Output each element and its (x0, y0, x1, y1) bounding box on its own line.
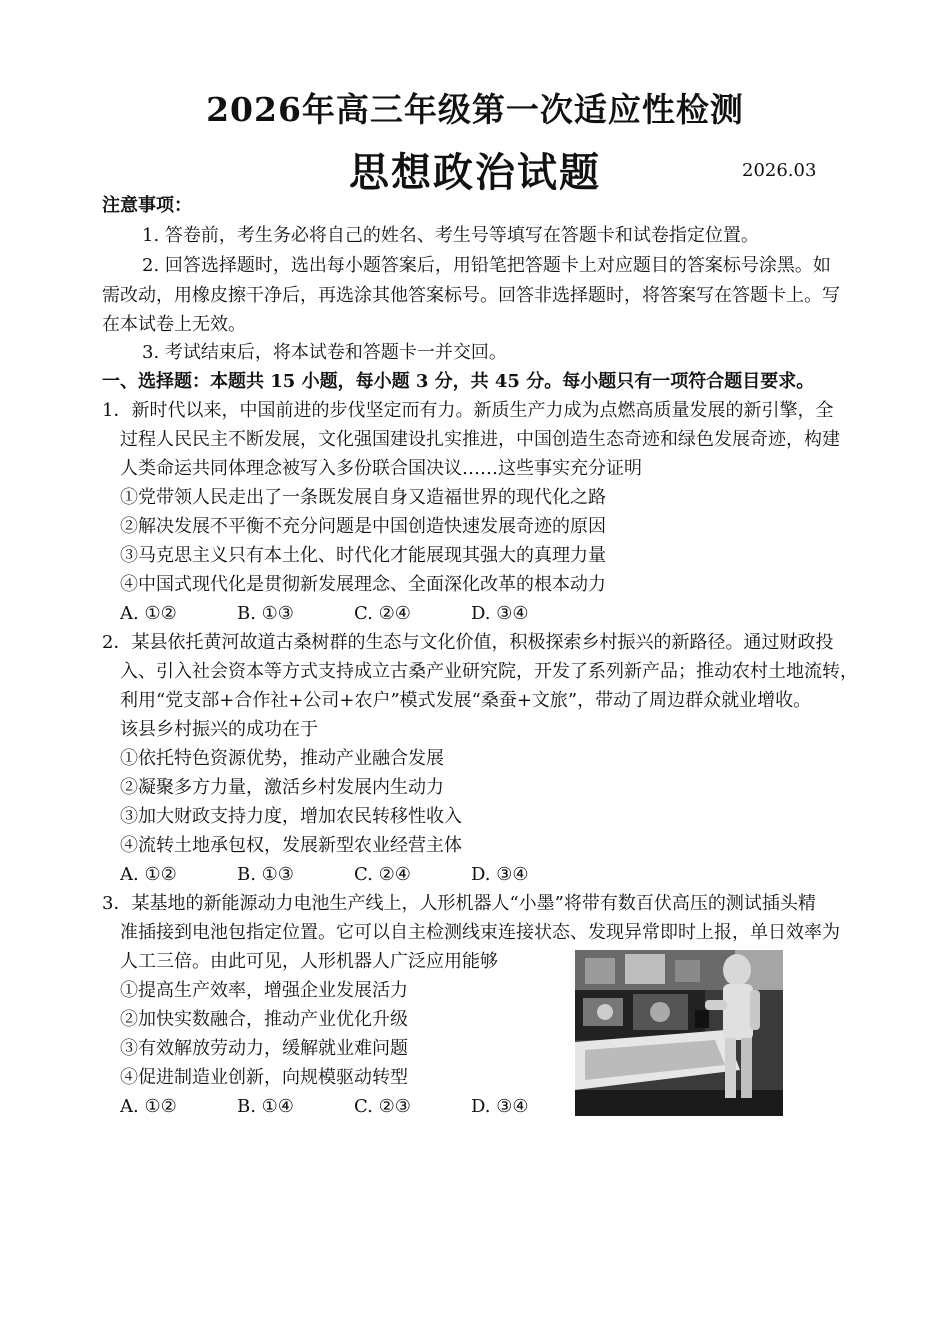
q1-options (120, 600, 880, 628)
q2-statement-2: ②凝聚多方力量，激活乡村发展内生动力 (120, 777, 444, 798)
note-1: 1. 答卷前，考生务必将自己的姓名、考生号等填写在答题卡和试卷指定位置。 (142, 225, 759, 246)
q1-statement-4: ④中国式现代化是贯彻新发展理念、全面深化改革的根本动力 (120, 574, 606, 595)
q1-option-d[interactable]: D. ③④ (471, 603, 529, 624)
q3-option-c[interactable]: C. ②③ (354, 1096, 411, 1117)
q2-statement-3: ③加大财政支持力度，增加农民转移性收入 (120, 806, 462, 827)
subject-title: 思想政治试题 (349, 149, 601, 196)
q1-stem-line-3: 人类命运共同体理念被写入多份联合国决议……这些事实充分证明 (120, 458, 642, 479)
q1-stem-line-1: 1．新时代以来，中国前进的步伐坚定而有力。新质生产力成为点燃高质量发展的新引擎，全 (102, 400, 834, 421)
note-2-line-1: 2. 回答选择题时，选出每小题答案后，用铅笔把答题卡上对应题目的答案标号涂黑。如 (142, 255, 831, 276)
exam-title: 2026年高三年级第一次适应性检测 (206, 90, 744, 129)
q1-option-c[interactable]: C. ②④ (354, 603, 411, 624)
robot-production-line-photo (575, 950, 783, 1116)
section-1-heading: 一、选择题：本题共 15 小题，每小题 3 分，共 45 分。每小题只有一项符合题目要求。 (102, 371, 815, 392)
q1-option-a[interactable]: A. ①② (120, 603, 177, 624)
q2-option-d[interactable]: D. ③④ (471, 864, 529, 885)
q2-stem-line-1: 2．某县依托黄河故道古桑树群的生态与文化价值，积极探索乡村振兴的新路径。通过财政投 (102, 632, 834, 653)
q3-statement-1: ①提高生产效率，增强企业发展活力 (120, 980, 408, 1001)
q3-stem-line-1: 3．某基地的新能源动力电池生产线上，人形机器人“小墨”将带有数百伏高压的测试插头精 (102, 893, 816, 914)
q1-statement-3: ③马克思主义只有本土化、时代化才能展现其强大的真理力量 (120, 545, 606, 566)
q2-stem-line-2: 入、引入社会资本等方式支持成立古桑产业研究院，开发了系列新产品；推动农村土地流转， (120, 661, 858, 682)
q1-statement-2: ②解决发展不平衡不充分问题是中国创造快速发展奇迹的原因 (120, 516, 606, 537)
q3-stem-line-3: 人工三倍。由此可见，人形机器人广泛应用能够 (120, 951, 498, 972)
q2-statement-1: ①依托特色资源优势，推动产业融合发展 (120, 748, 444, 769)
q2-option-b[interactable]: B. ①③ (237, 864, 294, 885)
q2-stem-line-3: 利用“党支部+合作社+公司+农户”模式发展“桑蚕+文旅”，带动了周边群众就业增收。 (120, 690, 812, 711)
notes-heading: 注意事项： (102, 195, 192, 216)
q1-stem-line-2: 过程人民民主不断发展，文化强国建设扎实推进，中国创造生态奇迹和绿色发展奇迹，构建 (120, 429, 840, 450)
q2-option-a[interactable]: A. ①② (120, 864, 177, 885)
note-2-line-3: 在本试卷上无效。 (102, 314, 246, 335)
q3-statement-2: ②加快实数融合，推动产业优化升级 (120, 1009, 408, 1030)
q2-options (120, 861, 880, 889)
q3-option-d[interactable]: D. ③④ (471, 1096, 529, 1117)
q2-stem-line-4: 该县乡村振兴的成功在于 (120, 719, 318, 740)
q3-option-b[interactable]: B. ①④ (237, 1096, 294, 1117)
q3-stem-line-2: 准插接到电池包指定位置。它可以自主检测线束连接状态、发现异常即时上报，单日效率为 (120, 922, 840, 943)
note-3: 3. 考试结束后，将本试卷和答题卡一并交回。 (142, 342, 507, 363)
q1-option-b[interactable]: B. ①③ (237, 603, 294, 624)
q3-option-a[interactable]: A. ①② (120, 1096, 177, 1117)
q3-statement-3: ③有效解放劳动力，缓解就业难问题 (120, 1038, 408, 1059)
exam-date: 2026.03 (742, 160, 817, 181)
q3-statement-4: ④促进制造业创新，向规模驱动转型 (120, 1067, 408, 1088)
q1-statement-1: ①党带领人民走出了一条既发展自身又造福世界的现代化之路 (120, 487, 606, 508)
note-2-line-2: 需改动，用橡皮擦干净后，再选涂其他答案标号。回答非选择题时，将答案写在答题卡上。写 (102, 285, 840, 306)
q2-statement-4: ④流转土地承包权，发展新型农业经营主体 (120, 835, 462, 856)
q2-option-c[interactable]: C. ②④ (354, 864, 411, 885)
